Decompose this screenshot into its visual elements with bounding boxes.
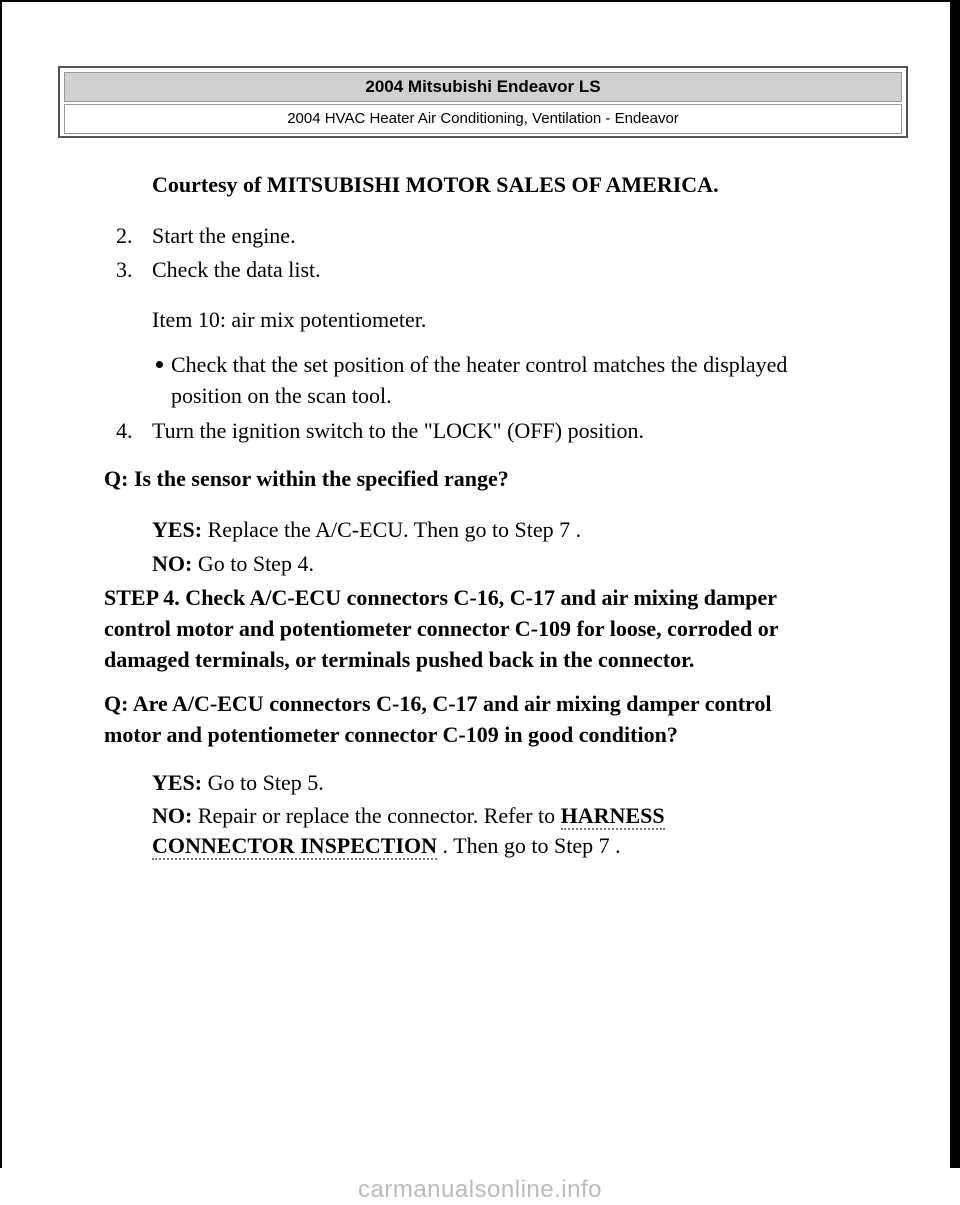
connector-inspection-link[interactable]: CONNECTOR INSPECTION: [152, 833, 438, 858]
step-4-heading-line-2: control motor and potentiometer connector C-109 for loose, corroded or: [104, 616, 779, 641]
yes-text: Replace the A/C-ECU. Then go to Step 7 .: [207, 517, 582, 542]
no-tail-text: . Then go to Step 7 .: [442, 833, 621, 858]
question-2-line-1: Q: Are A/C-ECU connectors C-16, C-17 and air mixing damper control: [104, 691, 772, 716]
step-3-number: 3.: [116, 257, 133, 282]
bullet-icon: [156, 361, 163, 368]
step-4-text: Turn the ignition switch to the "LOCK" (OFF) position.: [152, 418, 645, 443]
q2-no-answer-continued: [152, 831, 621, 861]
document-header: [58, 66, 908, 138]
question-1: Q: Is the sensor within the specified range?: [104, 466, 509, 491]
harness-inspection-link[interactable]: HARNESS: [560, 803, 665, 828]
q1-yes-answer: [152, 515, 581, 545]
courtesy-caption: Courtesy of MITSUBISHI MOTOR SALES OF AMERICA.: [152, 172, 719, 197]
yes-label: YES:: [152, 770, 203, 795]
bullet-text-line-2: position on the scan tool.: [171, 383, 392, 408]
q1-no-answer: [152, 549, 314, 579]
section-title: 2004 HVAC Heater Air Conditioning, Ventilation - Endeavor: [64, 104, 902, 134]
q2-no-answer: [152, 801, 665, 831]
q2-yes-answer: [152, 768, 324, 798]
step-4-heading-line-3: damaged terminals, or terminals pushed back in the connector.: [104, 647, 695, 672]
no-label: NO:: [152, 551, 193, 576]
vehicle-title: 2004 Mitsubishi Endeavor LS: [64, 72, 902, 102]
yes-text: Go to Step 5.: [207, 770, 324, 795]
step-3-text: Check the data list.: [152, 257, 321, 282]
question-2-line-2: motor and potentiometer connector C-109 in good condition?: [104, 722, 678, 747]
step-4-heading-line-1: STEP 4. Check A/C-ECU connectors C-16, C-17 and air mixing damper: [104, 585, 778, 610]
no-text: Go to Step 4.: [197, 551, 314, 576]
step-4-number: 4.: [116, 418, 133, 443]
no-text: Repair or replace the connector. Refer to: [197, 803, 556, 828]
step-2-text: Start the engine.: [152, 223, 296, 248]
step-2-number: 2.: [116, 223, 133, 248]
no-label: NO:: [152, 803, 193, 828]
bullet-text-line-1: Check that the set position of the heater control matches the displayed: [171, 352, 788, 377]
site-watermark: carmanualsonline.info: [358, 1176, 602, 1203]
item-10-note: Item 10: air mix potentiometer.: [152, 307, 427, 332]
yes-label: YES:: [152, 517, 203, 542]
